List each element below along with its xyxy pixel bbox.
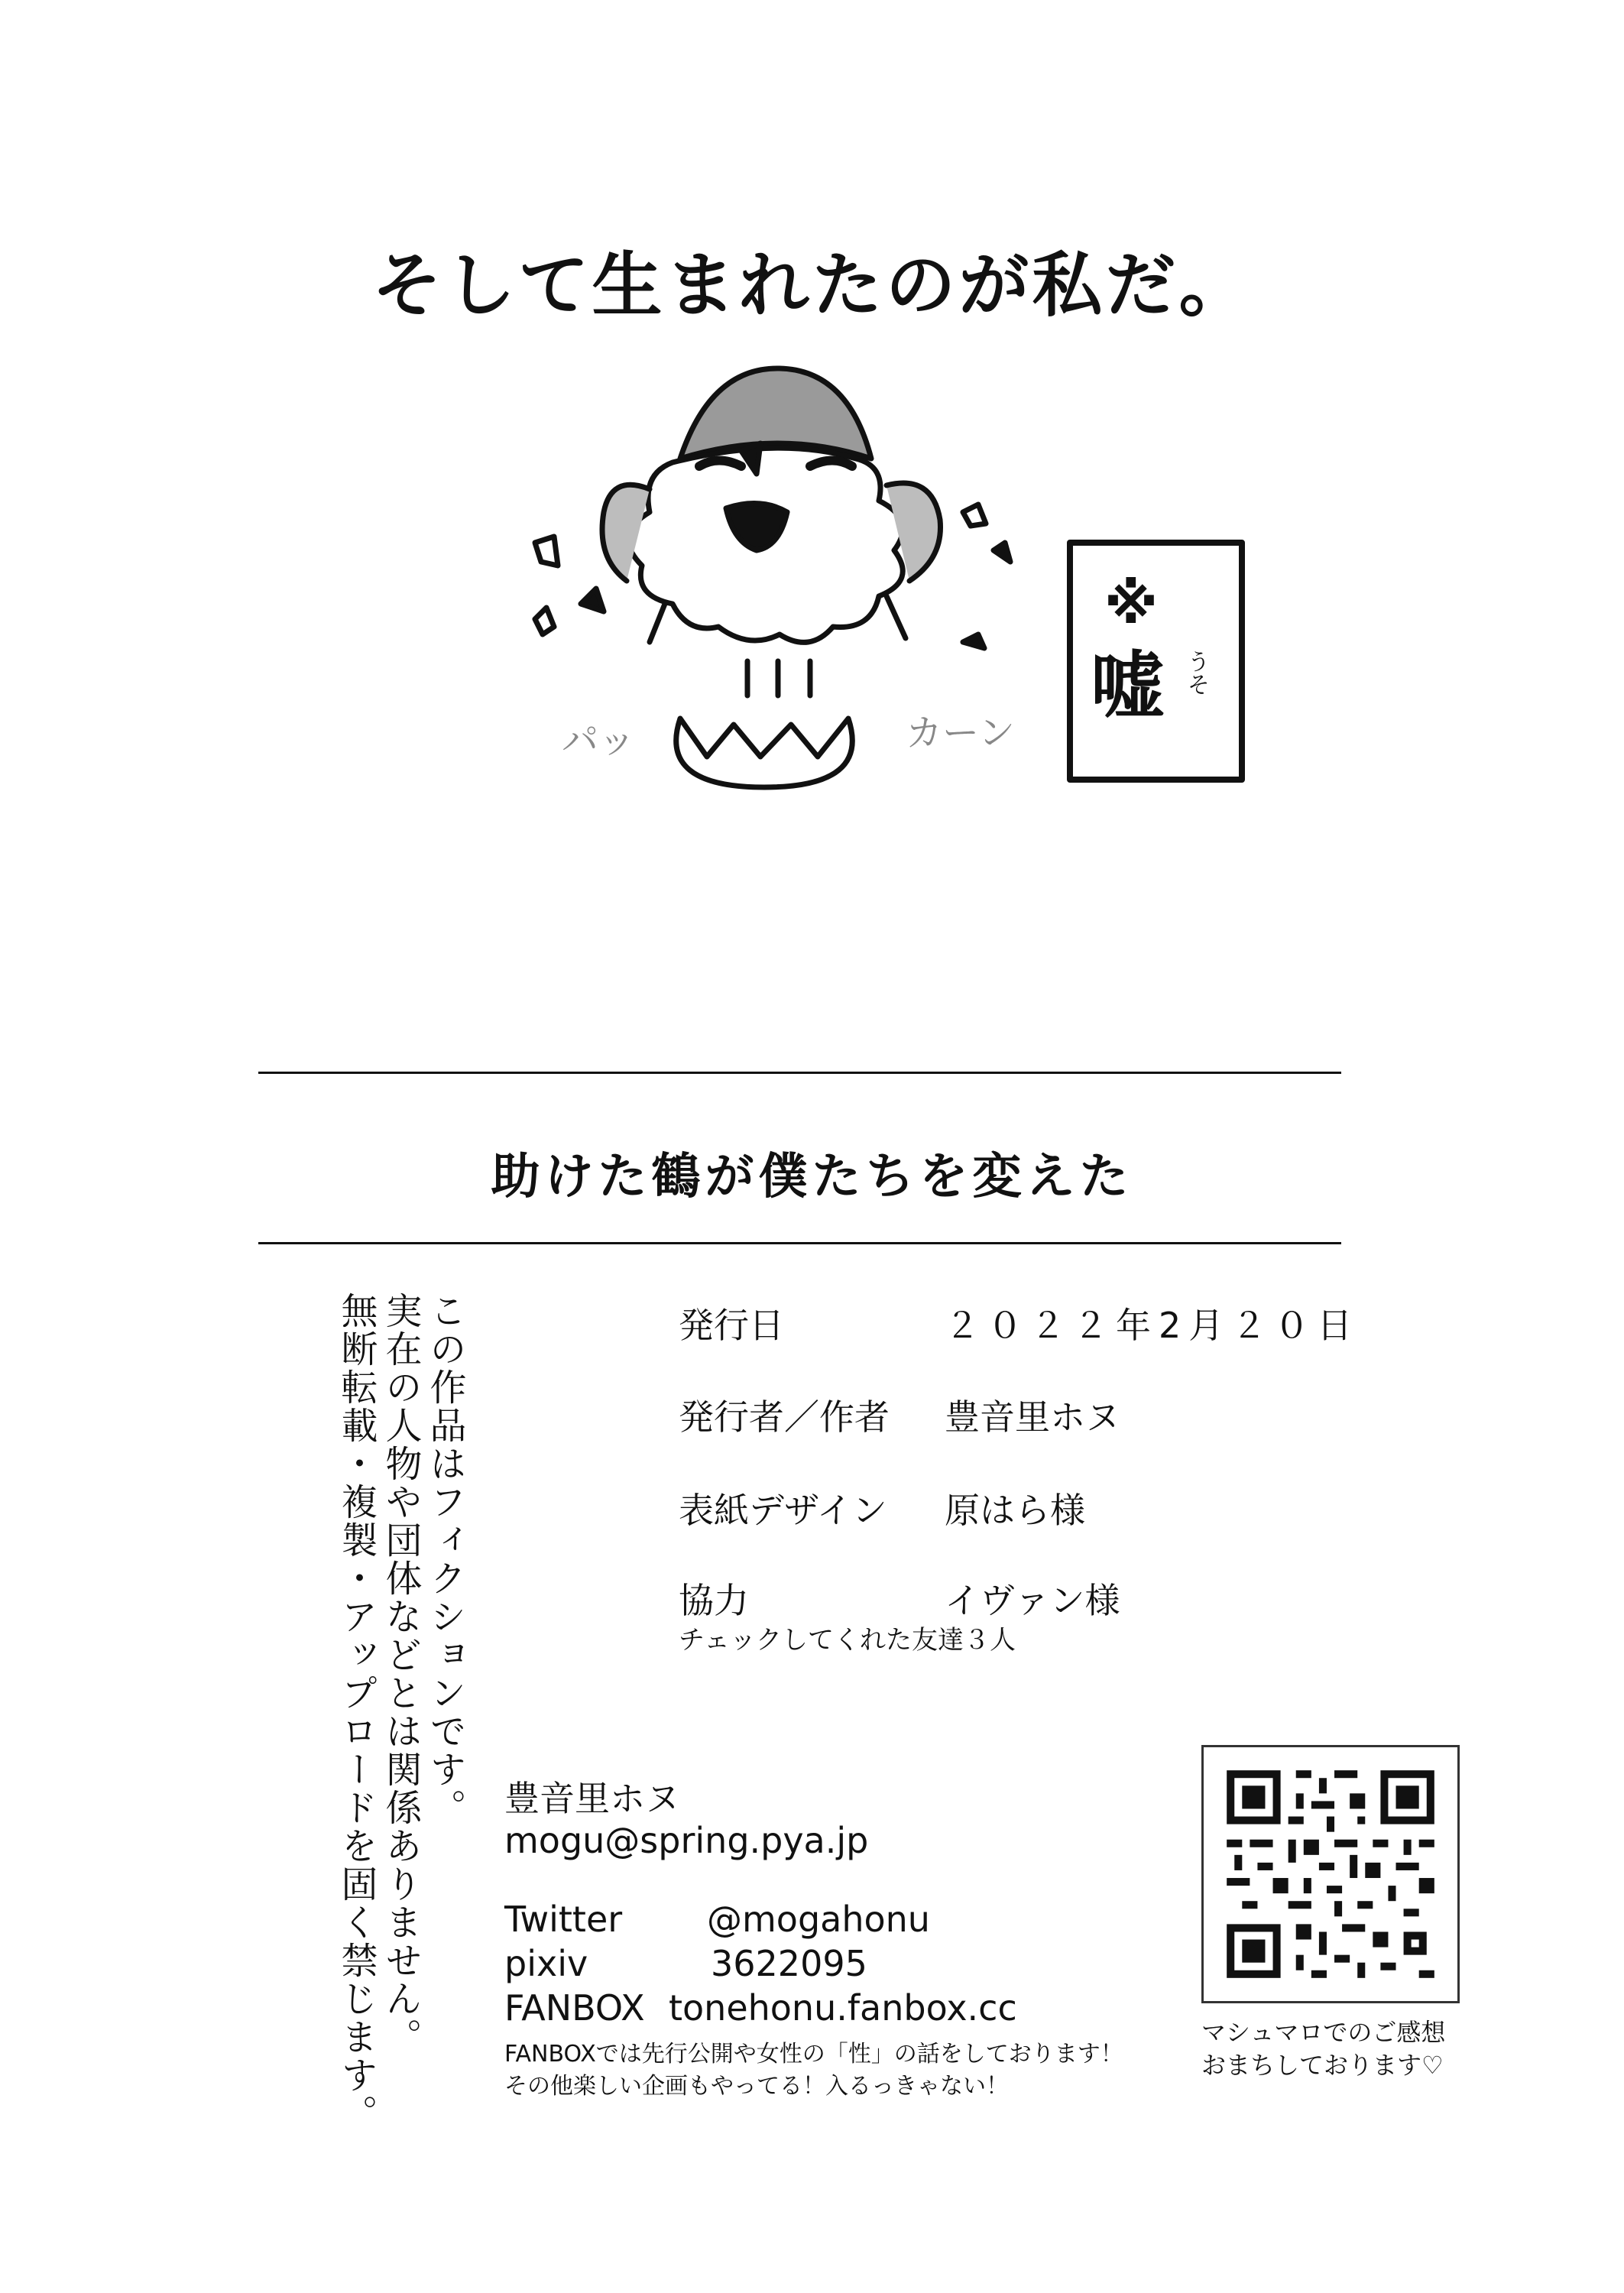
twitter-handle[interactable]: @mogahonu [707,1899,930,1940]
colophon-row-date [679,1298,1360,1348]
qr-caption-line-2: おまちしております♡ [1201,2051,1444,2081]
pixiv-id[interactable]: 3622095 [711,1943,867,1984]
pixiv-row [504,1943,867,1984]
colophon-value: ２０２２年2月２０日 [945,1305,1360,1346]
qr-code[interactable] [1201,1745,1460,2003]
colophon-row-cooperation [679,1573,1120,1623]
colophon-row-cover-design [679,1483,1085,1533]
fanbox-label: FANBOX [504,1987,645,2029]
twitter-row [504,1899,930,1940]
qr-caption-line-1: マシュマロでのご感想 [1201,2018,1446,2047]
colophon-value: イヴァン様 [945,1580,1120,1621]
qr-code-pattern [1204,1747,1457,2001]
colophon-label: 発行者／作者 [679,1396,890,1438]
colophon-value: 原はら様 [945,1490,1085,1531]
sign-kanji: 嘘 [1091,643,1164,728]
colophon-row-publisher [679,1390,1120,1440]
colophon-label: 表紙デザイン [679,1490,887,1531]
sign-mark: ※ [1104,572,1158,636]
sign-reading: うそ [1182,650,1210,696]
pixiv-label: pixiv [504,1943,588,1984]
sfx-right: カーン [906,712,1016,754]
fanbox-url[interactable]: tonehonu.fanbox.cc [669,1987,1017,2029]
fanbox-note-2: その他楽しい企画もやってる！入るっきゃない！ [504,2073,1009,2100]
top-rule [258,1072,1341,1074]
character-illustration [489,359,1269,833]
sfx-left: パッ [562,719,636,762]
notice-fiction: この作品はフィクションです。 [423,1292,466,1827]
contact-email[interactable]: mogu@spring.pya.jp [504,1820,869,1861]
fanbox-note-1: FANBOXでは先行公開や女性の「性」の話をしております！ [504,2041,1123,2068]
book-title: 助けた鶴が僕たちを変えた [491,1149,1133,1205]
colophon-label: 発行日 [679,1305,784,1346]
bottom-rule [258,1242,1341,1244]
qr-caption [1201,2016,1507,2082]
headline: そして生まれたのが私だ。 [371,245,1253,326]
colophon-value: 豊音里ホヌ [945,1396,1120,1438]
twitter-label: Twitter [504,1899,623,1940]
colophon-label: 協力 [679,1580,749,1621]
notice-no-reprint: 無断転載・複製・アップロードを固く禁じます。 [335,1292,378,2132]
cooperation-note: チェックしてくれた友達３人 [679,1625,1016,1656]
fanbox-row [504,1987,1017,2029]
contact-name: 豊音里ホヌ [504,1778,680,1819]
notice-unrelated: 実在の人物や団体などとは関係ありません。 [379,1292,422,2056]
